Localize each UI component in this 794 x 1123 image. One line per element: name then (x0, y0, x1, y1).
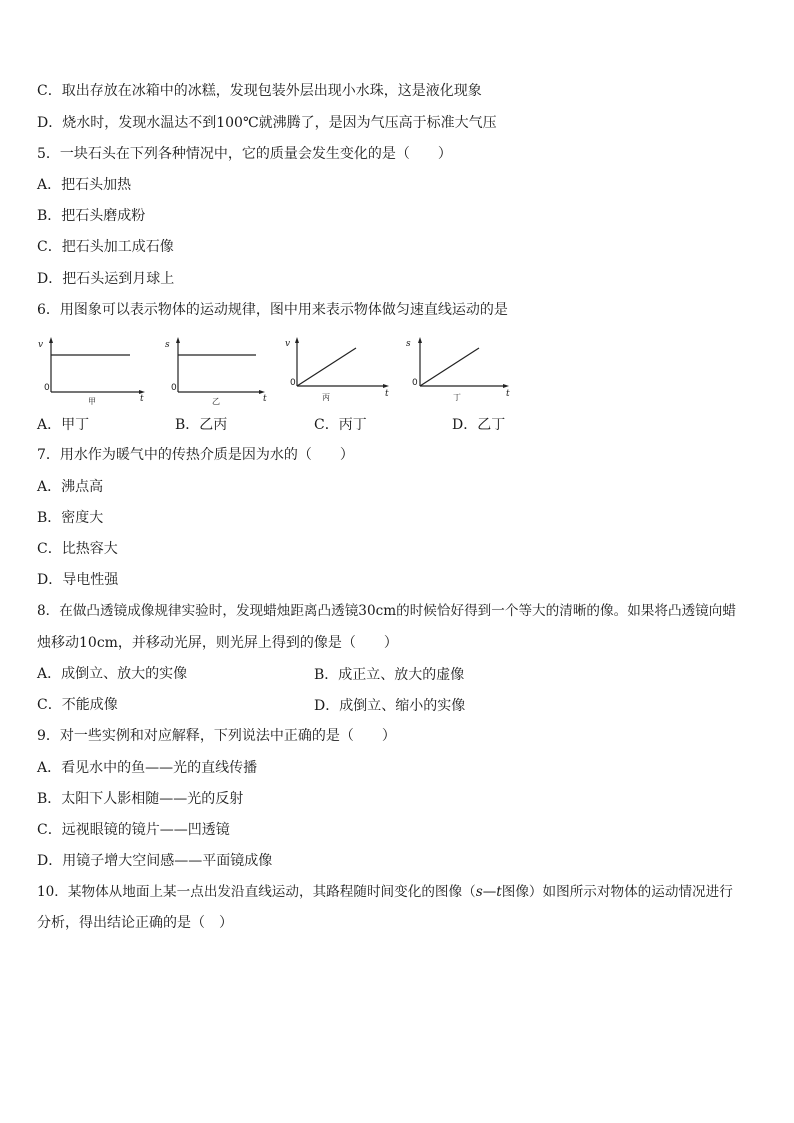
q6-option-c: C．丙丁 (314, 417, 367, 433)
graph-yi-origin: 0 (171, 383, 177, 393)
q7-option-c: C．比热容大 (37, 541, 118, 557)
q10-stem-part1: 10．某物体从地面上某一点出发沿直线运动，其路程随时间变化的图像（ (37, 884, 476, 900)
q8-stem-line1: 8．在做凸透镜成像规律实验时，发现蜡烛距离凸透镜30cm的时候恰好得到一个等大的清晰的像。如果将凸透镜向蜡 (37, 603, 736, 619)
q8-option-b: B．成正立、放大的虚像 (314, 667, 465, 683)
graph-yi (163, 334, 281, 406)
graph-ding-curve (420, 348, 479, 386)
q6-stem: 6．用图象可以表示物体的运动规律，图中用来表示物体做匀速直线运动的是 (37, 302, 508, 318)
q9-stem: 9．对一些实例和对应解释，下列说法中正确的是（ ） (37, 728, 396, 744)
q6-option-a: A．甲丁 (37, 417, 90, 433)
q9-option-c: C．远视眼镜的镜片——凹透镜 (37, 822, 230, 838)
graph-ding-origin: 0 (412, 378, 418, 388)
q4-option-c: C．取出存放在冰箱中的冰糕，发现包装外层出现小水珠，这是液化现象 (37, 83, 482, 99)
q9-option-d: D．用镜子增大空间感——平面镜成像 (37, 853, 273, 869)
graph-bing-curve (297, 348, 356, 386)
graph-yi-caption: 乙 (212, 397, 220, 406)
graph-ding-y-label: s (406, 339, 411, 349)
graph-yi-x-label: t (263, 394, 267, 404)
q8-option-d: D．成倒立、缩小的实像 (314, 698, 466, 714)
q5-stem: 5．一块石头在下列各种情况中，它的质量会发生变化的是（ ） (37, 146, 452, 162)
graph-bing-y-label: v (285, 339, 291, 349)
q10-var-t: t (496, 884, 502, 900)
graph-jia-y-label: v (38, 340, 44, 350)
graph-ding-x-label: t (506, 389, 510, 399)
q5-option-d: D．把石头运到月球上 (37, 271, 175, 287)
graph-bing (282, 334, 400, 406)
q10-dash: — (482, 884, 497, 900)
graph-ding (403, 334, 521, 406)
graph-yi-y-label: s (165, 340, 170, 350)
q7-stem: 7．用水作为暖气中的传热介质是因为水的（ ） (37, 447, 354, 463)
q10-var-s: s (475, 884, 483, 900)
q6-option-b: B．乙丙 (175, 417, 228, 433)
q5-option-a: A．把石头加热 (37, 177, 132, 193)
q5-option-c: C．把石头加工成石像 (37, 239, 174, 255)
graph-bing-origin: 0 (290, 378, 296, 388)
q7-option-d: D．导电性强 (37, 572, 119, 588)
q9-option-a: A．看见水中的鱼——光的直线传播 (37, 760, 258, 776)
q10-stem-part2: 图像）如图所示对物体的运动情况进行 (501, 884, 733, 900)
graph-bing-caption: 丙 (322, 393, 330, 402)
q8-stem-line2: 烛移动10cm，并移动光屏，则光屏上得到的像是（ ） (37, 635, 398, 651)
q8-option-a: A．成倒立、放大的实像 (37, 666, 188, 682)
q7-option-a: A．沸点高 (37, 479, 104, 495)
graph-jia-caption: 甲 (88, 397, 96, 406)
graph-jia-origin: 0 (44, 383, 50, 393)
q4-option-d: D．烧水时，发现水温达不到100℃就沸腾了，是因为气压高于标准大气压 (37, 115, 497, 131)
q7-option-b: B．密度大 (37, 510, 104, 526)
q10-stem-line1 (37, 882, 733, 902)
graph-bing-x-label: t (385, 389, 389, 399)
q8-option-c: C．不能成像 (37, 697, 118, 713)
graph-jia (36, 334, 154, 406)
graph-ding-caption: 丁 (453, 393, 461, 402)
graph-jia-x-label: t (140, 394, 144, 404)
q10-stem-line2: 分析，得出结论正确的是（ ） (37, 915, 233, 931)
q6-option-d: D．乙丁 (452, 417, 506, 433)
q5-option-b: B．把石头磨成粉 (37, 208, 146, 224)
q9-option-b: B．太阳下人影相随——光的反射 (37, 791, 244, 807)
